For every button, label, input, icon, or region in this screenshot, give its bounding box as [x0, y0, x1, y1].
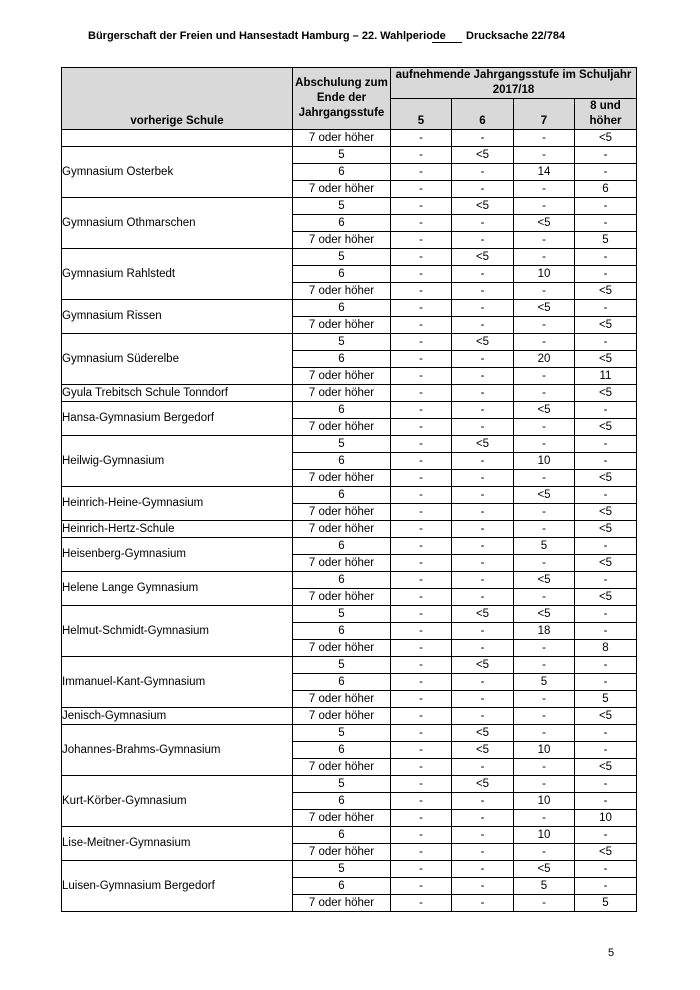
- grade-6-cell: -: [452, 181, 514, 198]
- grade-8-cell: -: [575, 266, 637, 283]
- abschulung-cell: 7 oder höher: [293, 232, 391, 249]
- grade-7-cell: 10: [514, 266, 575, 283]
- abschulung-cell: 5: [293, 776, 391, 793]
- grade-5-cell: -: [391, 385, 452, 402]
- grade-5-cell: -: [391, 130, 452, 147]
- grade-8-cell: -: [575, 776, 637, 793]
- grade-5-cell: -: [391, 453, 452, 470]
- grade-5-cell: -: [391, 691, 452, 708]
- header-rule: [432, 42, 462, 43]
- school-name-cell: Gymnasium Osterbek: [62, 147, 293, 198]
- header-title: Bürgerschaft der Freien und Hansestadt Hamburg – 22. Wahlperiode: [88, 30, 446, 42]
- grade-5-cell: -: [391, 147, 452, 164]
- grade-5-cell: -: [391, 555, 452, 572]
- table-row: [62, 657, 637, 674]
- table-row: [62, 708, 637, 725]
- grade-8-cell: -: [575, 793, 637, 810]
- grade-7-cell: 14: [514, 164, 575, 181]
- grade-7-cell: -: [514, 317, 575, 334]
- abschulung-cell: 7 oder höher: [293, 521, 391, 538]
- abschulung-cell: 6: [293, 402, 391, 419]
- grade-7-cell: -: [514, 385, 575, 402]
- grade-7-cell: 18: [514, 623, 575, 640]
- grade-6-cell: -: [452, 504, 514, 521]
- grade-7-cell: <5: [514, 572, 575, 589]
- column-header-abschulung: Abschulung zum Ende der Jahrgangsstufe: [293, 68, 391, 130]
- grade-8-cell: 5: [575, 895, 637, 912]
- table-row: [62, 385, 637, 402]
- table-row: [62, 198, 637, 215]
- abschulung-cell: 7 oder höher: [293, 589, 391, 606]
- grade-5-cell: -: [391, 708, 452, 725]
- column-header-grade-7: 7: [514, 99, 575, 130]
- abschulung-cell: 6: [293, 793, 391, 810]
- abschulung-cell: 7 oder höher: [293, 691, 391, 708]
- grade-6-cell: -: [452, 691, 514, 708]
- abschulung-cell: 5: [293, 657, 391, 674]
- abschulung-cell: 6: [293, 487, 391, 504]
- abschulung-cell: 7 oder höher: [293, 181, 391, 198]
- grade-8-cell: 5: [575, 691, 637, 708]
- abschulung-cell: 5: [293, 249, 391, 266]
- grade-6-cell: <5: [452, 742, 514, 759]
- grade-7-cell: -: [514, 521, 575, 538]
- grade-8-cell: <5: [575, 419, 637, 436]
- abschulung-cell: 7 oder höher: [293, 844, 391, 861]
- grade-6-cell: -: [452, 164, 514, 181]
- abschulung-cell: 6: [293, 742, 391, 759]
- table-row: [62, 725, 637, 742]
- abschulung-cell: 5: [293, 725, 391, 742]
- grade-6-cell: -: [452, 878, 514, 895]
- grade-6-cell: -: [452, 351, 514, 368]
- grade-6-cell: -: [452, 521, 514, 538]
- grade-5-cell: -: [391, 878, 452, 895]
- grade-7-cell: -: [514, 504, 575, 521]
- column-header-grade-8-plus: 8 und höher: [575, 99, 637, 130]
- abschulung-cell: 7 oder höher: [293, 810, 391, 827]
- school-name-cell: Immanuel-Kant-Gymnasium: [62, 657, 293, 708]
- grade-5-cell: -: [391, 606, 452, 623]
- grade-5-cell: -: [391, 521, 452, 538]
- grade-6-cell: -: [452, 453, 514, 470]
- grade-5-cell: -: [391, 300, 452, 317]
- school-name-cell: Helmut-Schmidt-Gymnasium: [62, 606, 293, 657]
- grade-7-cell: 5: [514, 878, 575, 895]
- grade-7-cell: 5: [514, 538, 575, 555]
- abschulung-cell: 6: [293, 300, 391, 317]
- grade-7-cell: -: [514, 368, 575, 385]
- abschulung-cell: 5: [293, 198, 391, 215]
- grade-6-cell: -: [452, 419, 514, 436]
- grade-5-cell: -: [391, 793, 452, 810]
- grade-6-cell: -: [452, 215, 514, 232]
- school-name-cell: Hansa-Gymnasium Bergedorf: [62, 402, 293, 436]
- school-name-cell: Johannes-Brahms-Gymnasium: [62, 725, 293, 776]
- grade-8-cell: <5: [575, 759, 637, 776]
- grade-5-cell: -: [391, 419, 452, 436]
- grade-6-cell: -: [452, 538, 514, 555]
- grade-6-cell: <5: [452, 725, 514, 742]
- school-name-cell: Helene Lange Gymnasium: [62, 572, 293, 606]
- grade-6-cell: -: [452, 368, 514, 385]
- school-name-cell: Heisenberg-Gymnasium: [62, 538, 293, 572]
- grade-8-cell: 10: [575, 810, 637, 827]
- grade-5-cell: -: [391, 895, 452, 912]
- grade-8-cell: -: [575, 215, 637, 232]
- table-row: [62, 436, 637, 453]
- abschulung-cell: 6: [293, 215, 391, 232]
- grade-7-cell: <5: [514, 861, 575, 878]
- abschulung-cell: 6: [293, 674, 391, 691]
- grade-6-cell: -: [452, 283, 514, 300]
- grade-7-cell: -: [514, 691, 575, 708]
- grade-7-cell: -: [514, 249, 575, 266]
- grade-5-cell: -: [391, 674, 452, 691]
- abschulung-cell: 7 oder höher: [293, 130, 391, 147]
- grade-7-cell: -: [514, 436, 575, 453]
- school-name-cell: Gymnasium Othmarschen: [62, 198, 293, 249]
- grade-8-cell: -: [575, 878, 637, 895]
- grade-6-cell: -: [452, 861, 514, 878]
- school-name-cell: Gyula Trebitsch Schule Tonndorf: [62, 385, 293, 402]
- transfer-table: [61, 67, 637, 912]
- grade-7-cell: -: [514, 810, 575, 827]
- grade-7-cell: -: [514, 640, 575, 657]
- grade-7-cell: -: [514, 130, 575, 147]
- grade-7-cell: -: [514, 181, 575, 198]
- abschulung-cell: 5: [293, 606, 391, 623]
- grade-7-cell: -: [514, 776, 575, 793]
- grade-7-cell: 10: [514, 742, 575, 759]
- grade-6-cell: -: [452, 317, 514, 334]
- table-row: [62, 521, 637, 538]
- grade-8-cell: 11: [575, 368, 637, 385]
- grade-8-cell: -: [575, 164, 637, 181]
- table-row: [62, 487, 637, 504]
- grade-8-cell: <5: [575, 470, 637, 487]
- grade-7-cell: -: [514, 470, 575, 487]
- grade-6-cell: -: [452, 640, 514, 657]
- school-name-cell: Heilwig-Gymnasium: [62, 436, 293, 487]
- abschulung-cell: 7 oder höher: [293, 317, 391, 334]
- grade-8-cell: <5: [575, 317, 637, 334]
- grade-6-cell: -: [452, 130, 514, 147]
- grade-8-cell: -: [575, 606, 637, 623]
- grade-7-cell: 5: [514, 674, 575, 691]
- grade-6-cell: -: [452, 572, 514, 589]
- school-name-cell: Gymnasium Rahlstedt: [62, 249, 293, 300]
- table-row: [62, 827, 637, 844]
- grade-5-cell: -: [391, 334, 452, 351]
- grade-5-cell: -: [391, 657, 452, 674]
- grade-8-cell: -: [575, 453, 637, 470]
- abschulung-cell: 7 oder höher: [293, 419, 391, 436]
- grade-6-cell: -: [452, 300, 514, 317]
- grade-5-cell: -: [391, 776, 452, 793]
- school-name-cell: Gymnasium Süderelbe: [62, 334, 293, 385]
- table-row: [62, 861, 637, 878]
- grade-5-cell: -: [391, 402, 452, 419]
- abschulung-cell: 6: [293, 538, 391, 555]
- grade-8-cell: -: [575, 147, 637, 164]
- abschulung-cell: 6: [293, 164, 391, 181]
- grade-7-cell: <5: [514, 606, 575, 623]
- grade-5-cell: -: [391, 844, 452, 861]
- column-header-grade-5: 5: [391, 99, 452, 130]
- school-name-cell: Lise-Meitner-Gymnasium: [62, 827, 293, 861]
- grade-6-cell: -: [452, 623, 514, 640]
- grade-8-cell: -: [575, 827, 637, 844]
- column-header-group: aufnehmende Jahrgangsstufe im Schuljahr 2017/18: [391, 68, 637, 99]
- grade-6-cell: <5: [452, 436, 514, 453]
- grade-8-cell: -: [575, 334, 637, 351]
- grade-8-cell: 5: [575, 232, 637, 249]
- abschulung-cell: 5: [293, 861, 391, 878]
- grade-8-cell: <5: [575, 844, 637, 861]
- grade-5-cell: -: [391, 487, 452, 504]
- grade-7-cell: -: [514, 895, 575, 912]
- grade-8-cell: -: [575, 572, 637, 589]
- grade-6-cell: -: [452, 589, 514, 606]
- grade-8-cell: -: [575, 674, 637, 691]
- grade-8-cell: -: [575, 300, 637, 317]
- grade-8-cell: <5: [575, 589, 637, 606]
- grade-6-cell: -: [452, 810, 514, 827]
- grade-5-cell: -: [391, 572, 452, 589]
- abschulung-cell: 6: [293, 827, 391, 844]
- grade-5-cell: -: [391, 351, 452, 368]
- grade-8-cell: -: [575, 436, 637, 453]
- grade-7-cell: -: [514, 589, 575, 606]
- table-row: [62, 572, 637, 589]
- grade-8-cell: -: [575, 198, 637, 215]
- column-header-school: vorherige Schule: [62, 68, 293, 130]
- abschulung-cell: 6: [293, 623, 391, 640]
- grade-5-cell: -: [391, 266, 452, 283]
- grade-5-cell: -: [391, 538, 452, 555]
- school-name-cell: Heinrich-Heine-Gymnasium: [62, 487, 293, 521]
- abschulung-cell: 7 oder höher: [293, 283, 391, 300]
- grade-5-cell: -: [391, 181, 452, 198]
- grade-8-cell: -: [575, 402, 637, 419]
- grade-5-cell: -: [391, 317, 452, 334]
- abschulung-cell: 7 oder höher: [293, 895, 391, 912]
- grade-6-cell: <5: [452, 249, 514, 266]
- school-name-cell: [62, 130, 293, 147]
- abschulung-cell: 6: [293, 572, 391, 589]
- grade-5-cell: -: [391, 725, 452, 742]
- drucksache-number: Drucksache 22/784: [466, 30, 566, 42]
- grade-6-cell: -: [452, 385, 514, 402]
- grade-7-cell: -: [514, 334, 575, 351]
- grade-6-cell: -: [452, 759, 514, 776]
- school-name-cell: Heinrich-Hertz-Schule: [62, 521, 293, 538]
- table-row: [62, 147, 637, 164]
- grade-6-cell: -: [452, 708, 514, 725]
- abschulung-cell: 5: [293, 436, 391, 453]
- grade-5-cell: -: [391, 368, 452, 385]
- grade-5-cell: -: [391, 198, 452, 215]
- grade-5-cell: -: [391, 827, 452, 844]
- grade-8-cell: -: [575, 742, 637, 759]
- grade-6-cell: -: [452, 895, 514, 912]
- grade-6-cell: -: [452, 487, 514, 504]
- grade-8-cell: -: [575, 657, 637, 674]
- grade-6-cell: <5: [452, 198, 514, 215]
- abschulung-cell: 7 oder höher: [293, 504, 391, 521]
- grade-6-cell: -: [452, 555, 514, 572]
- grade-7-cell: -: [514, 419, 575, 436]
- grade-5-cell: -: [391, 436, 452, 453]
- abschulung-cell: 7 oder höher: [293, 385, 391, 402]
- grade-6-cell: -: [452, 232, 514, 249]
- grade-8-cell: -: [575, 623, 637, 640]
- abschulung-cell: 6: [293, 266, 391, 283]
- grade-8-cell: -: [575, 487, 637, 504]
- grade-6-cell: -: [452, 674, 514, 691]
- grade-7-cell: <5: [514, 300, 575, 317]
- grade-7-cell: -: [514, 725, 575, 742]
- grade-7-cell: -: [514, 844, 575, 861]
- grade-5-cell: -: [391, 232, 452, 249]
- grade-5-cell: -: [391, 759, 452, 776]
- grade-6-cell: -: [452, 793, 514, 810]
- abschulung-cell: 7 oder höher: [293, 708, 391, 725]
- grade-7-cell: -: [514, 759, 575, 776]
- grade-6-cell: -: [452, 402, 514, 419]
- grade-8-cell: <5: [575, 130, 637, 147]
- grade-8-cell: -: [575, 725, 637, 742]
- abschulung-cell: 5: [293, 147, 391, 164]
- grade-7-cell: <5: [514, 402, 575, 419]
- table-row: [62, 249, 637, 266]
- grade-6-cell: <5: [452, 606, 514, 623]
- grade-7-cell: -: [514, 198, 575, 215]
- grade-6-cell: <5: [452, 147, 514, 164]
- table-body: [62, 130, 637, 912]
- grade-5-cell: -: [391, 810, 452, 827]
- abschulung-cell: 6: [293, 878, 391, 895]
- grade-8-cell: <5: [575, 351, 637, 368]
- school-name-cell: Jenisch-Gymnasium: [62, 708, 293, 725]
- grade-8-cell: <5: [575, 385, 637, 402]
- table-row: [62, 776, 637, 793]
- table-row: [62, 334, 637, 351]
- grade-8-cell: <5: [575, 504, 637, 521]
- grade-5-cell: -: [391, 470, 452, 487]
- grade-5-cell: -: [391, 623, 452, 640]
- grade-7-cell: 10: [514, 827, 575, 844]
- grade-5-cell: -: [391, 504, 452, 521]
- table-row: [62, 538, 637, 555]
- table-row: [62, 606, 637, 623]
- grade-8-cell: <5: [575, 283, 637, 300]
- abschulung-cell: 7 oder höher: [293, 368, 391, 385]
- grade-7-cell: -: [514, 555, 575, 572]
- abschulung-cell: 6: [293, 453, 391, 470]
- grade-7-cell: -: [514, 708, 575, 725]
- grade-7-cell: -: [514, 657, 575, 674]
- school-name-cell: Gymnasium Rissen: [62, 300, 293, 334]
- abschulung-cell: 5: [293, 334, 391, 351]
- grade-6-cell: -: [452, 844, 514, 861]
- grade-8-cell: <5: [575, 555, 637, 572]
- grade-7-cell: 10: [514, 793, 575, 810]
- table-row: [62, 402, 637, 419]
- grade-5-cell: -: [391, 249, 452, 266]
- column-header-grade-6: 6: [452, 99, 514, 130]
- abschulung-cell: 7 oder höher: [293, 640, 391, 657]
- abschulung-cell: 7 oder höher: [293, 759, 391, 776]
- grade-8-cell: -: [575, 861, 637, 878]
- grade-5-cell: -: [391, 640, 452, 657]
- school-name-cell: Luisen-Gymnasium Bergedorf: [62, 861, 293, 912]
- table-row: [62, 300, 637, 317]
- grade-5-cell: -: [391, 861, 452, 878]
- abschulung-cell: 7 oder höher: [293, 555, 391, 572]
- grade-6-cell: -: [452, 827, 514, 844]
- grade-7-cell: -: [514, 232, 575, 249]
- grade-6-cell: -: [452, 470, 514, 487]
- grade-5-cell: -: [391, 164, 452, 181]
- grade-8-cell: <5: [575, 521, 637, 538]
- grade-8-cell: -: [575, 249, 637, 266]
- grade-7-cell: <5: [514, 215, 575, 232]
- grade-8-cell: -: [575, 538, 637, 555]
- grade-6-cell: <5: [452, 657, 514, 674]
- grade-6-cell: <5: [452, 334, 514, 351]
- table-row: [62, 130, 637, 147]
- grade-5-cell: -: [391, 215, 452, 232]
- grade-8-cell: 6: [575, 181, 637, 198]
- grade-6-cell: -: [452, 266, 514, 283]
- school-name-cell: Kurt-Körber-Gymnasium: [62, 776, 293, 827]
- grade-7-cell: 10: [514, 453, 575, 470]
- abschulung-cell: 7 oder höher: [293, 470, 391, 487]
- page-number: 5: [608, 947, 615, 959]
- grade-6-cell: <5: [452, 776, 514, 793]
- abschulung-cell: 6: [293, 351, 391, 368]
- grade-8-cell: <5: [575, 708, 637, 725]
- grade-8-cell: 8: [575, 640, 637, 657]
- grade-5-cell: -: [391, 283, 452, 300]
- grade-7-cell: <5: [514, 487, 575, 504]
- grade-5-cell: -: [391, 742, 452, 759]
- grade-5-cell: -: [391, 589, 452, 606]
- grade-7-cell: -: [514, 283, 575, 300]
- grade-7-cell: -: [514, 147, 575, 164]
- grade-7-cell: 20: [514, 351, 575, 368]
